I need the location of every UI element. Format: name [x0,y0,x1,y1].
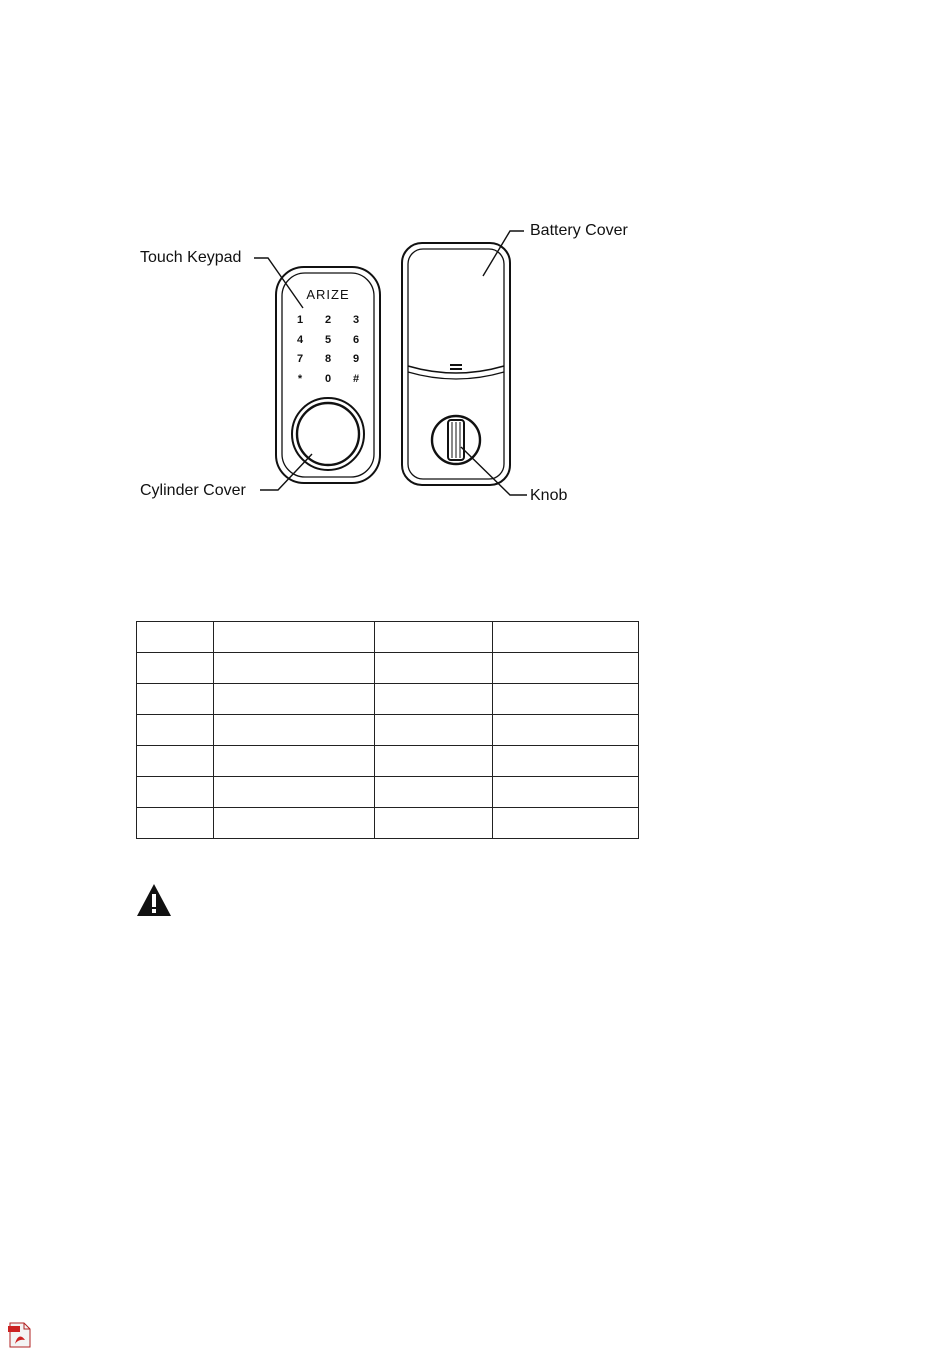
table-cell [214,715,375,746]
table-cell [375,684,493,715]
keypad-key: 4 [296,334,304,346]
table-cell [493,715,639,746]
table-cell [493,808,639,839]
table-cell [137,746,214,777]
table-row [137,746,639,777]
callout-leader-lines [254,231,527,495]
table-row [137,622,639,653]
keypad-key: # [352,373,360,385]
table-cell [493,622,639,653]
table-row [137,715,639,746]
touch-keypad-keys [297,314,359,385]
brand-logo: ARIZE [306,287,350,302]
keypad-key: 3 [352,314,360,326]
keypad-key: 0 [324,373,332,385]
table-cell [493,684,639,715]
product-figure [0,0,950,560]
spec-table [136,621,639,839]
table-cell [493,746,639,777]
warning-icon [136,883,172,917]
battery-cover-label: Battery Cover [530,222,628,239]
table-row [137,777,639,808]
table-cell [375,622,493,653]
table-row [137,653,639,684]
spec-table-body [137,622,639,839]
touch-keypad-label: Touch Keypad [140,249,242,266]
table-cell [214,808,375,839]
table-cell [137,715,214,746]
pdf-file-icon[interactable] [7,1322,33,1348]
table-cell [375,777,493,808]
table-cell [214,777,375,808]
table-cell [137,622,214,653]
table-cell [137,653,214,684]
keypad-key: 1 [296,314,304,326]
keypad-key: 8 [324,353,332,365]
keypad-key: 7 [296,353,304,365]
table-cell [214,622,375,653]
table-row [137,808,639,839]
table-cell [375,746,493,777]
table-cell [137,684,214,715]
keypad-key: * [297,373,303,385]
keypad-key: 5 [324,334,332,346]
back-battery-unit [402,243,510,485]
keypad-key: 6 [352,334,360,346]
table-cell [214,746,375,777]
table-cell [375,653,493,684]
keypad-key: 9 [352,353,360,365]
table-cell [375,715,493,746]
table-cell [137,808,214,839]
knob-label: Knob [530,487,568,504]
lock-diagram [0,0,950,560]
table-cell [493,653,639,684]
table-cell [137,777,214,808]
table-cell [375,808,493,839]
table-cell [493,777,639,808]
table-row [137,684,639,715]
table-cell [214,653,375,684]
keypad-key: 2 [324,314,332,326]
table-cell [214,684,375,715]
cylinder-cover-label: Cylinder Cover [140,482,246,499]
